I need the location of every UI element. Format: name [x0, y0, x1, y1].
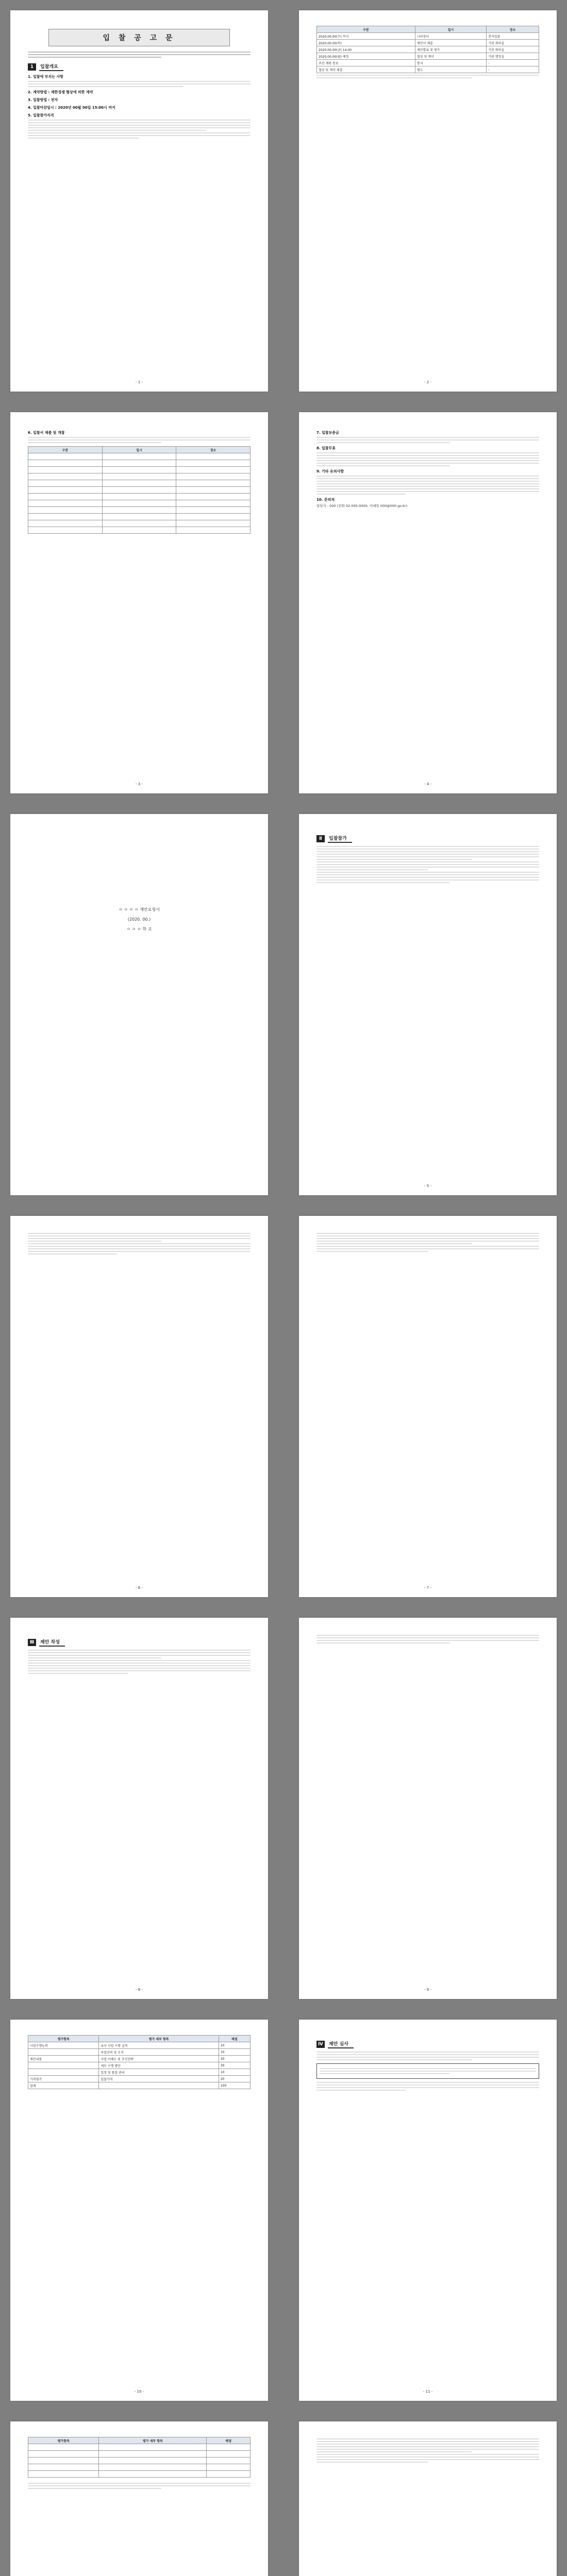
table-row	[28, 2464, 251, 2471]
document-page-13	[10, 2421, 268, 2576]
table-row	[28, 2471, 251, 2478]
evaluation-table-2: 평가항목 평가 세부 항목 배점	[28, 2437, 251, 2478]
table-header-cell: 평가 세부 항목	[99, 2036, 219, 2042]
table-header-cell: 구분	[317, 26, 415, 33]
page-number: - 9 -	[424, 1988, 431, 1992]
document-page-5	[10, 814, 268, 1195]
submission-table: 구분 일시 장소	[28, 446, 251, 534]
item-heading: 6. 입찰서 제출 및 개찰	[28, 431, 65, 435]
table-row: 사업수행능력 유사 사업 수행 실적 10	[28, 2042, 251, 2049]
page-number: - 11 -	[423, 2389, 433, 2394]
table-row	[28, 507, 251, 514]
document-title: 입 찰 공 고 문	[48, 29, 230, 46]
table-row	[28, 527, 251, 534]
table-row	[28, 487, 251, 494]
page-number: - 4 -	[424, 782, 431, 786]
table-header-cell: 장소	[487, 26, 539, 33]
table-row: 투입인력 및 조직 10	[28, 2049, 251, 2056]
document-page-11	[10, 2020, 268, 2401]
table-header-cell: 배점	[219, 2036, 250, 2042]
item-heading: 9. 기타 유의사항	[316, 469, 344, 473]
section-title: 입찰개요	[39, 63, 63, 71]
table-row	[28, 480, 251, 487]
table-row	[28, 473, 251, 480]
table-row: 협상 및 계약 체결 별도 -	[317, 66, 539, 73]
page-number: - 8 -	[136, 1988, 143, 1992]
document-page-14	[299, 2421, 557, 2576]
table-row: 세부 수행 방안 30	[28, 2062, 251, 2069]
item-heading: 7. 입찰보증금	[316, 431, 339, 435]
table-row	[28, 514, 251, 520]
item-heading: 10. 문의처	[316, 498, 335, 502]
table-row: 2020.00.00(목) 제안서 제출 기관 회의실	[317, 40, 539, 46]
table-row	[28, 467, 251, 473]
page-number: - 2 -	[424, 380, 431, 384]
table-row: 2020.00.00(월) 예정 협상 및 계약 기관 행정실	[317, 53, 539, 60]
page-number: - 7 -	[424, 1586, 431, 1590]
document-page-9: Ⅲ 제안 작성 - 8 -	[10, 1618, 268, 1999]
schedule-table	[316, 26, 539, 73]
item-heading: 3. 입찰방법 : 전자	[28, 98, 58, 102]
document-page-4	[299, 412, 557, 793]
item-heading: 1. 입찰에 부치는 사항	[28, 75, 63, 79]
page-number: - 6 -	[136, 1586, 143, 1590]
table-row	[28, 2444, 251, 2451]
evaluation-table	[28, 2035, 251, 2089]
table-row	[28, 460, 251, 467]
page-number: - 3 -	[136, 782, 143, 786]
document-page-2	[299, 10, 557, 392]
cover-date: (2020. 00.)	[127, 917, 151, 922]
item-heading: 5. 입찰참가자격	[28, 113, 54, 117]
section-number: 1	[28, 63, 36, 71]
page-number: - 10 -	[134, 2389, 144, 2394]
table-row	[28, 494, 251, 500]
table-row	[28, 520, 251, 527]
table-row	[28, 2451, 251, 2458]
table-row	[28, 500, 251, 507]
section-header	[28, 63, 251, 71]
cover-heading: ㅇ ㅇ ㅇ ㅇ 제안요청서	[119, 907, 160, 912]
table-row: 추진 계획 통보 통지 -	[317, 60, 539, 66]
table-row: 일정 및 품질 관리 10	[28, 2069, 251, 2076]
table-row: 2020.00.00(수) 까지 나라장터 전자입찰	[317, 33, 539, 40]
page-number: - 1 -	[136, 380, 143, 384]
document-page-8	[299, 1216, 557, 1597]
cover-org: ㅇ ㅇ ㅇ 학 교	[126, 927, 152, 931]
table-header-cell: 일시	[415, 26, 486, 33]
notice-box	[316, 2063, 539, 2079]
table-header-cell: 평가항목	[28, 2036, 99, 2042]
table-row: 2020.00.00(금) 14:00 제안발표 및 평가 기관 회의실	[317, 46, 539, 53]
table-row: 가격평가 입찰가격 20	[28, 2076, 251, 2082]
page-number: - 5 -	[424, 1184, 431, 1188]
document-page-12: Ⅳ 제안 심사 - 11 -	[299, 2020, 557, 2401]
document-page-10	[299, 1618, 557, 1999]
item-heading: 8. 입찰무효	[316, 446, 336, 450]
document-page-3	[10, 412, 268, 793]
table-row	[28, 453, 251, 460]
contact-info: 담당자 : 000 (전화 02-000-0000, 이메일 000@000.go.kr)	[316, 504, 408, 508]
item-heading: 2. 계약방법 : 제한경쟁 협상에 의한 계약	[28, 90, 93, 94]
document-page-7	[10, 1216, 268, 1597]
item-heading: 4. 입찰마감일시 : 2020년 00월 00일 15:00시 까지	[28, 106, 115, 110]
document-page-1	[10, 10, 268, 392]
table-row	[28, 2458, 251, 2464]
table-row: 제안내용 사업 이해도 및 추진전략 20	[28, 2056, 251, 2062]
document-page-6: Ⅱ 입찰참가 - 5 -	[299, 814, 557, 1195]
table-row: 합계 100	[28, 2082, 251, 2089]
